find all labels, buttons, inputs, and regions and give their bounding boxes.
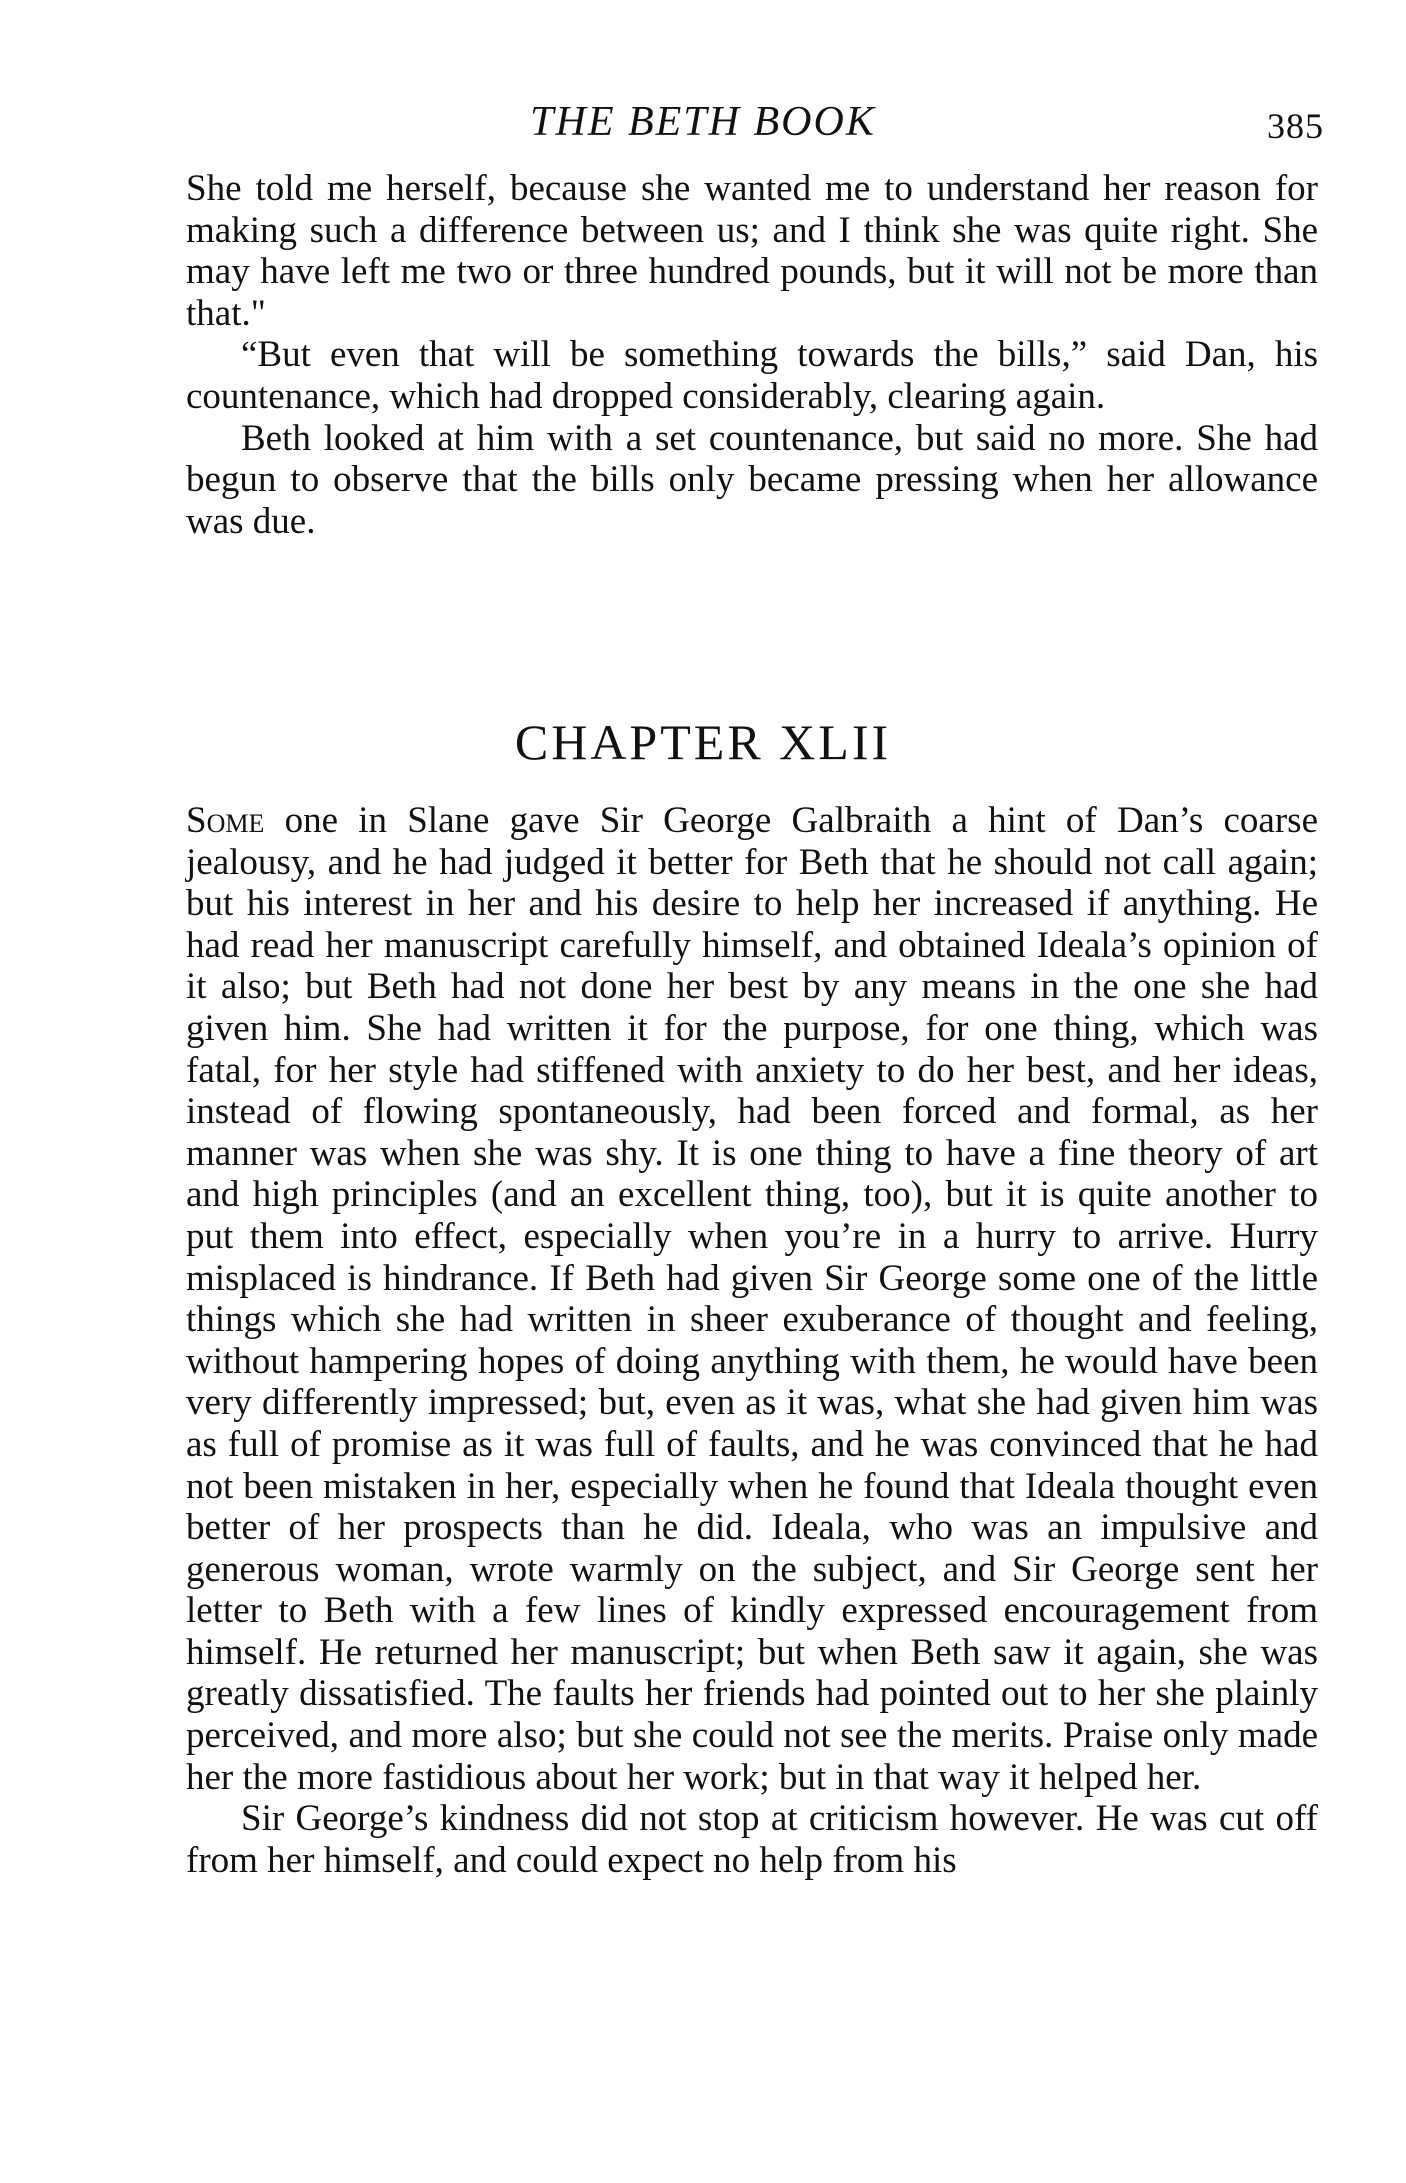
running-head — [0, 92, 1406, 152]
chapter-opening-word: Some — [186, 800, 265, 841]
previous-chapter-ending — [186, 168, 1318, 542]
paragraph-dialogue: “But even that will be something towards the bills,” said Dan, his countenance, which had dropped considerably, clearing again. — [186, 334, 1318, 417]
chapter-second-paragraph: Sir George’s kindness did not stop at criticism however. He was cut off from her himself, and could expect no help from his — [186, 1798, 1318, 1881]
page-number: 385 — [1267, 106, 1324, 146]
chapter-opening-text: one in Slane gave Sir George Galbraith a hint of Dan’s coarse jealousy, and he had judged it better for Beth that he should not call again; but his interest in her and his desire to help her increased if anything. He had read her manuscript carefully himself, and obtained Ideala’s opinion of it also; but Beth had not done her best by any means in the one she had given him. She had written it for the purpose, for one thing, which was fatal, for her style had stiffened with anxiety to do her best, and her ideas, instead of flowing spontaneously, had been forced and formal, as her manner was when she was shy. It is one thing to have a fine theory of art and high principles (and an excellent thing, too), but it is quite another to put them into effect, especially when you’re in a hurry to arrive. Hurry misplaced is hindrance. If Beth had given Sir George some one of the little things which she had written in sheer exuberance of thought and feeling, without hampering hopes of doing anything with them, he would have been very differently impressed; but, even as it was, what she had given him was as full of promise as it was full of faults, and he was convinced that he had not been mistaken in her, especially when he found that Ideala thought even better of her prospects than he did. Ideala, who was an impulsive and generous woman, wrote warmly on the subject, and Sir George sent her letter to Beth with a few lines of kindly expressed encouragement from himself. He returned her manuscript; but when Beth saw it again, she was greatly dissatisfied. The faults her friends had pointed out to her she plainly perceived, and more also; but she could not see the merits. Praise only made her the more fastidious about her work; but in that way it helped her. — [186, 800, 1318, 1798]
running-title: THE BETH BOOK — [530, 99, 876, 145]
chapter-body — [186, 800, 1318, 1881]
chapter-heading: CHAPTER XLII — [514, 714, 892, 770]
paragraph-narration: Beth looked at him with a set countenance, but said no more. She had begun to observe that the bills only became pressing when her allowance was due. — [186, 417, 1318, 542]
chapter-opening-paragraph — [186, 800, 1318, 1798]
paragraph-continued: She told me herself, because she wanted me to understand her reason for making such a difference between us; and I think she was quite right. She may have left me two or three hundred pounds, but it will not be more than that." — [186, 168, 1318, 334]
